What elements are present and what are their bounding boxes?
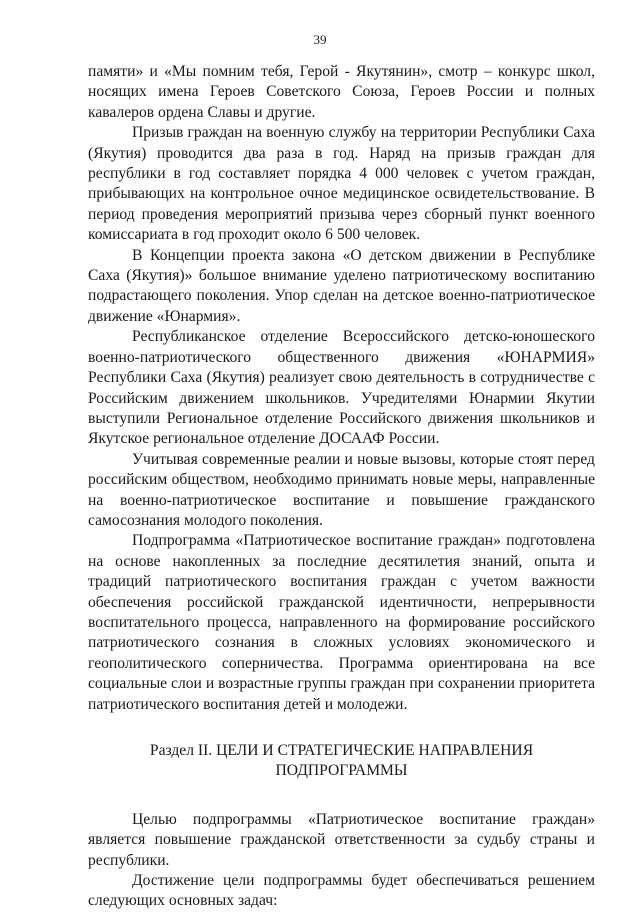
paragraph-tasks-intro: Достижение цели подпрограммы будет обеспечиваться решением следующих основных задач: — [88, 872, 595, 910]
paragraph-conscription: Призыв граждан на военную службу на территории Республики Саха (Якутия) проводится два раза в год. Наряд на призыв граждан для республики в год составляет порядка 4 000 человек с учетом граждан, прибывающих на контрольное очное медицинское освидетельствование. В период проведения мероприятий призыва через сборный пункт военного комиссариата в год проходит около 6 500 человек. — [88, 124, 595, 244]
section-heading — [88, 741, 595, 782]
paragraph-concept-law: В Концепции проекта закона «О детском движении в Республике Саха (Якутия)» большое внимание уделено патриотическому воспитанию подрастающего поколения. Упор сделан на детское военно-патриотическое движение «Юнармия». — [88, 246, 595, 325]
document-body — [88, 62, 595, 912]
paragraph-continuation: памяти» и «Мы помним тебя, Герой - Якутянин», смотр – конкурс школ, носящих имена Героев Советского Союза, Героев России и полных кавалеров ордена Славы и другие. — [88, 63, 595, 121]
section-heading-line1: Раздел II. ЦЕЛИ И СТРАТЕГИЧЕСКИЕ НАПРАВЛЕНИЯ — [149, 742, 534, 759]
paragraph-new-measures: Учитывая современные реалии и новые вызовы, которые стоят перед российским обществом, необходимо принимать новые меры, направленные на военно-патриотическое воспитание и повышение гражданского самосознания молодого поколения. — [88, 450, 595, 529]
page-number: 39 — [313, 32, 327, 47]
paragraph-goal: Целью подпрограммы «Патриотическое воспитание граждан» является повышение гражданской ответственности за судьбу страны и республики. — [88, 810, 595, 869]
section-heading-line2: ПОДПРОГРАММЫ — [275, 762, 408, 780]
paragraph-yunarmiya: Республиканское отделение Всероссийского детско-юношеского военно-патриотического общественного движения «ЮНАРМИЯ» Республики Саха (Якутия) реализует свою деятельность в сотрудничестве с Российским движением школьников. Учредителями Юнармии Якутии выступили Региональное отделение Российского движения школьников и Якутское региональное отделение ДОСААФ России. — [88, 328, 595, 448]
paragraph-subprogram-basis: Подпрограмма «Патриотическое воспитание граждан» подготовлена на основе накопленных за последние десятилетия знаний, опыта и традиций патриотического воспитания граждан с учетом важности обеспечения российской гражданской идентичности, непрерывности воспитательного процесса, направленного на формирование российского патриотического сознания в сложных условиях экономического и геополитического соперничества. Программа ориентирована на все социальные слои и возрастные группы граждан при сохранении приоритета патриотического воспитания детей и молодежи. — [88, 532, 595, 713]
